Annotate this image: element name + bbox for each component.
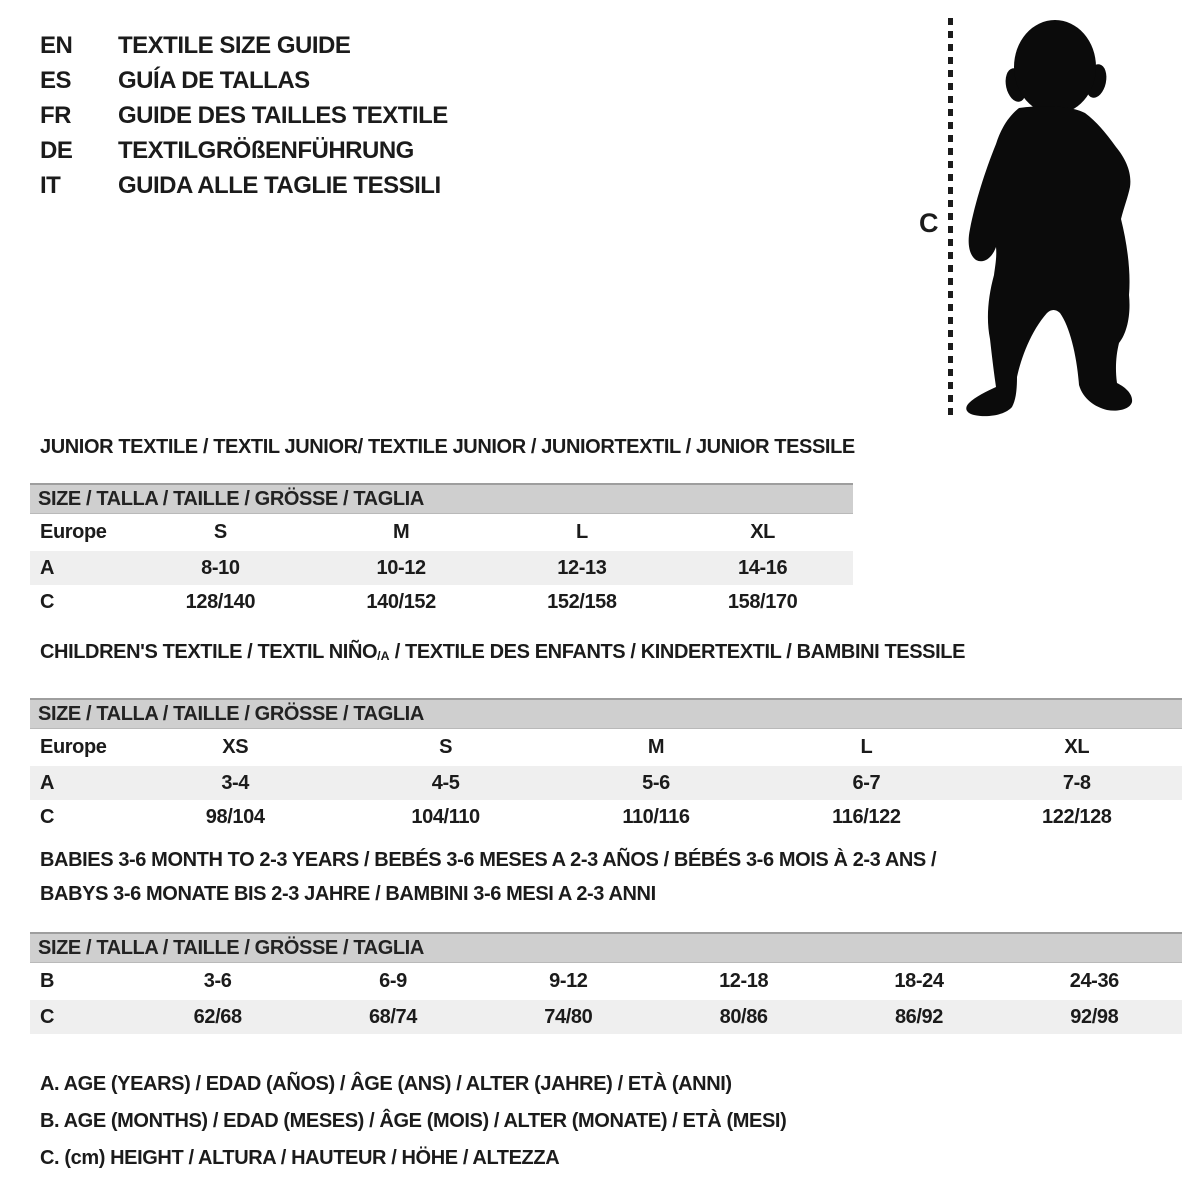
row-label: A [40,556,55,579]
height-measure-figure [905,8,1185,438]
size-cell: 5-6 [642,771,670,794]
size-cell: 62/68 [193,1005,242,1028]
height-dashed-line-icon [948,18,953,418]
language-code: EN [40,31,73,59]
table-row [30,551,853,585]
language-code: FR [40,101,71,129]
language-title-list [40,28,448,203]
size-cell: 74/80 [544,1005,593,1028]
size-cell: 6-7 [852,771,881,794]
size-cell: 8-10 [201,556,240,579]
language-title: TEXTILGRÖßENFÜHRUNG [118,136,414,164]
language-title: GUIDE DES TAILLES TEXTILE [118,101,448,129]
section-babies-textile [30,843,1182,1034]
size-cell: XL [1064,736,1090,758]
size-cell: M [647,736,665,758]
size-cell: 116/122 [832,805,901,828]
babies-size-table [30,963,1182,1034]
section-title-block [40,843,1182,911]
section-title-text: CHILDREN'S TEXTILE / TEXTIL NIÑO [40,641,378,663]
size-cell: 110/116 [622,805,690,828]
table-row [30,963,1182,1000]
section-title-line1: BABIES 3-6 MONTH TO 2-3 YEARS / BEBÉS 3-6 MESES A 2-3 AÑOS / BÉBÉS 3-6 MOIS À 2-3 ANS / [40,849,937,871]
language-row [40,63,448,98]
legend-notes [40,1066,786,1177]
size-cell: 92/98 [1070,1005,1119,1028]
size-cell: M [392,521,410,543]
note-age-months: B. AGE (MONTHS) / EDAD (MESES) / ÂGE (MOIS) / ALTER (MONATE) / ETÀ (MESI) [40,1110,787,1132]
size-cell: XL [750,521,775,543]
section-junior-textile [30,436,853,619]
language-code: DE [40,136,73,164]
row-label: C [40,1005,55,1028]
table-row [30,800,1182,834]
language-title: GUÍA DE TALLAS [118,66,310,94]
size-cell: 140/152 [366,590,436,613]
size-cell: 18-24 [894,970,944,992]
size-cell: 9-12 [549,970,588,992]
size-cell: 152/158 [547,590,617,613]
section-title-text: / TEXTILE DES ENFANTS / KINDERTEXTIL / BAMBINI TESSILE [389,641,966,663]
size-cell: L [575,521,588,543]
size-cell: 10-12 [376,556,426,579]
size-cell: XS [222,736,249,758]
size-header-bar: SIZE / TALLA / TAILLE / GRÖSSE / TAGLIA [30,698,1182,729]
size-cell: 12-13 [557,556,607,579]
size-cell: 104/110 [411,805,480,828]
size-cell: 122/128 [1042,805,1112,828]
language-row [40,28,448,63]
language-row [40,168,448,203]
height-measure-label: C [919,208,939,238]
size-cell: 80/86 [719,1005,768,1028]
table-row [30,514,853,551]
size-cell: L [860,736,873,758]
size-cell: 68/74 [368,1005,418,1028]
language-row [40,133,448,168]
size-cell: S [439,736,453,758]
table-row [30,729,1182,766]
size-cell: 7-8 [1062,771,1091,794]
section-title [40,641,1182,667]
size-cell: 14-16 [738,556,788,579]
row-label: C [40,590,55,613]
section-title-subscript: /A [377,649,390,663]
size-cell: 158/170 [727,590,798,613]
size-cell: 86/92 [894,1005,943,1028]
row-label: Europe [40,521,107,543]
size-cell: 12-18 [719,970,769,992]
size-cell: 4-5 [431,771,460,794]
language-title: GUIDA ALLE TAGLIE TESSILI [118,171,441,199]
table-row [30,766,1182,800]
section-childrens-textile [30,641,1182,834]
section-title-line2: BABYS 3-6 MONATE BIS 2-3 JAHRE / BAMBINI 3-6 MESI A 2-3 ANNI [40,883,656,905]
size-cell: 6-9 [379,970,407,992]
junior-size-table [30,514,853,619]
row-label: A [40,771,55,794]
size-cell: 3-4 [221,771,250,794]
size-header-bar: SIZE / TALLA / TAILLE / GRÖSSE / TAGLIA [30,932,1182,963]
toddler-silhouette-icon [955,13,1145,418]
childrens-size-table [30,729,1182,834]
row-label: Europe [40,736,107,758]
language-title: TEXTILE SIZE GUIDE [118,31,351,59]
note-age-years: A. AGE (YEARS) / EDAD (AÑOS) / ÂGE (ANS) / ALTER (JAHRE) / ETÀ (ANNI) [40,1073,732,1095]
row-label: B [40,970,55,992]
language-code: ES [40,66,72,94]
size-cell: 3-6 [203,970,232,992]
size-cell: S [213,521,227,543]
size-cell: 24-36 [1069,970,1119,992]
language-row [40,98,448,133]
section-title: JUNIOR TEXTILE / TEXTIL JUNIOR/ TEXTILE JUNIOR / JUNIORTEXTIL / JUNIOR TESSILE [40,436,855,458]
size-header-bar: SIZE / TALLA / TAILLE / GRÖSSE / TAGLIA [30,483,853,514]
table-row [30,1000,1182,1034]
size-cell: 98/104 [205,805,265,828]
size-cell: 128/140 [185,590,256,613]
note-height-cm: C. (cm) HEIGHT / ALTURA / HAUTEUR / HÖHE / ALTEZZA [40,1147,560,1169]
language-code: IT [40,171,61,199]
row-label: C [40,805,55,828]
table-row [30,585,853,619]
